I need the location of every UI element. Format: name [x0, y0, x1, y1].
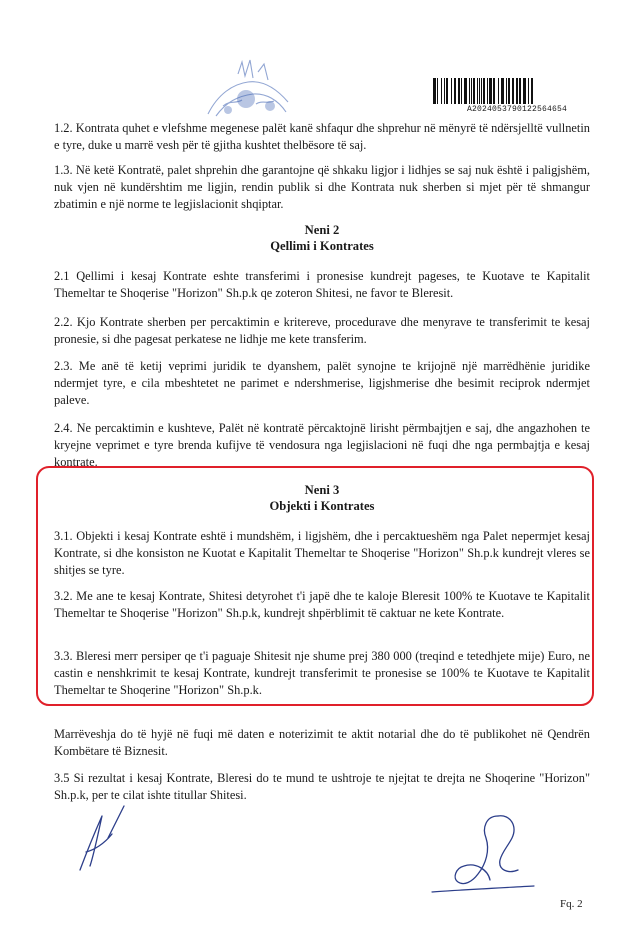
barcode-bar — [533, 78, 535, 104]
paragraph-2-4: 2.4. Ne percaktimin e kushteve, Palët në kontratë përcaktojnë lirisht përmbajtjen e saj, dhe angazhohen te kryejne veprimet e tyre brenda kufijve të vendosura nga legjislacioni në fuqi dhe nga permbajtja e kesaj kontrate. — [54, 421, 590, 470]
paragraph-3-5: 3.5 Si rezultat i kesaj Kontrate, Bleresi do te mund te ushtroje te njejtat te drejta ne Shoqerine "Horizon" Sh.p.k, per te cilat ishte titullar Shitesi. — [54, 771, 590, 803]
signature-right — [428, 808, 538, 898]
barcode-bars — [433, 78, 601, 104]
paragraph-3-2: 3.2. Me ane te kesaj Kontrate, Shitesi detyrohet t'i japë dhe te kaloje Bleresit 100% te Kuotave te Kapitalit Themeltar te Shoqerise "Horizon" Sh.p.k, kundrejt shpërblimit të caktuar ne kete Kontrate. — [54, 589, 590, 621]
signature-left — [72, 804, 134, 874]
paragraph-2-2: 2.2. Kjo Kontrate sherben per percaktimin e kritereve, procedurave dhe menyrave te transferimit te kesaj pronesie, si dhe pagesat perkatese ne lidhje me kete transferim. — [54, 315, 590, 347]
article-3-subtitle: Objekti i Kontrates — [269, 499, 375, 513]
article-2-title: Neni 2 — [304, 223, 340, 237]
document-barcode — [433, 78, 601, 118]
article-3-title: Neni 3 — [304, 483, 340, 497]
barcode-number: A2024053790122564654 — [466, 105, 567, 114]
paragraph-3-3: 3.3. Bleresi merr persiper qe t'i paguaje Shitesit nje shume prej 380 000 (treqind e tetedhjete mije) Euro, ne castin e nenshkrimit te kesaj Kontrate, kundrejt transferimit te pronesise se 100% te Kuotave te Kapitalit Themeltar te Shoqerine "Horizon" Sh.p.k. — [54, 649, 590, 698]
paragraph-2-3: 2.3. Me anë të ketij veprimi juridik te dyanshem, palët synojne te krijojnë një marrëdhënie juridike ndermjet tyre, e cila mbeshtetet ne parimet e ndershmerise, ligjshmerise dhe besimit reciprok ndermjet paleve. — [54, 359, 590, 408]
page-number: Fq. 2 — [560, 898, 583, 910]
stamp-mark — [198, 54, 298, 124]
article-2-subtitle: Qellimi i Kontrates — [270, 239, 374, 253]
paragraph-2-1: 2.1 Qellimi i kesaj Kontrate eshte transferimi i pronesise kundrejt pageses, te Kuotave te Kapitalit Themeltar te Shoqerise "Horizon" Sh.p.k qe zoteron Shitesi, ne favor te Bleresit. — [54, 269, 590, 301]
paragraph-3-1: 3.1. Objekti i kesaj Kontrate eshtë i mundshëm, i ligjshëm, dhe i percaktueshëm nga Palet nepermjet kesaj Kontrate, si dhe konsiston ne Kuotat e Kapitalit Themeltar te Shoqerise "Horizon" Sh.p.k kundrejt vleres se shitjes se tyre. — [54, 529, 590, 578]
paragraph-1-3: 1.3. Në ketë Kontratë, palet shprehin dhe garantojne që shkaku ligjor i lidhjes se saj nuk është i paligjshëm, nuk vjen në kundërshtim me ligjin, rendin publik si dhe Kontrata nuk sherben si mjet për të shmangur zbatimin e një norme te legjislacionit shqiptar. — [54, 163, 590, 212]
paragraph-1-2: 1.2. Kontrata quhet e vlefshme megenese palët kanë shfaqur dhe shprehur në mënyrë të ndërsjelltë vullnetin e tyre, duke u marrë vesh për të gjitha kushtet thelbësore të saj. — [54, 121, 590, 153]
paragraph-3-4: Marrëveshja do të hyjë në fuqi më daten e noterizimit te aktit notarial dhe do të publikohet në Qendrën Kombëtare të Biznesit. — [54, 727, 590, 759]
